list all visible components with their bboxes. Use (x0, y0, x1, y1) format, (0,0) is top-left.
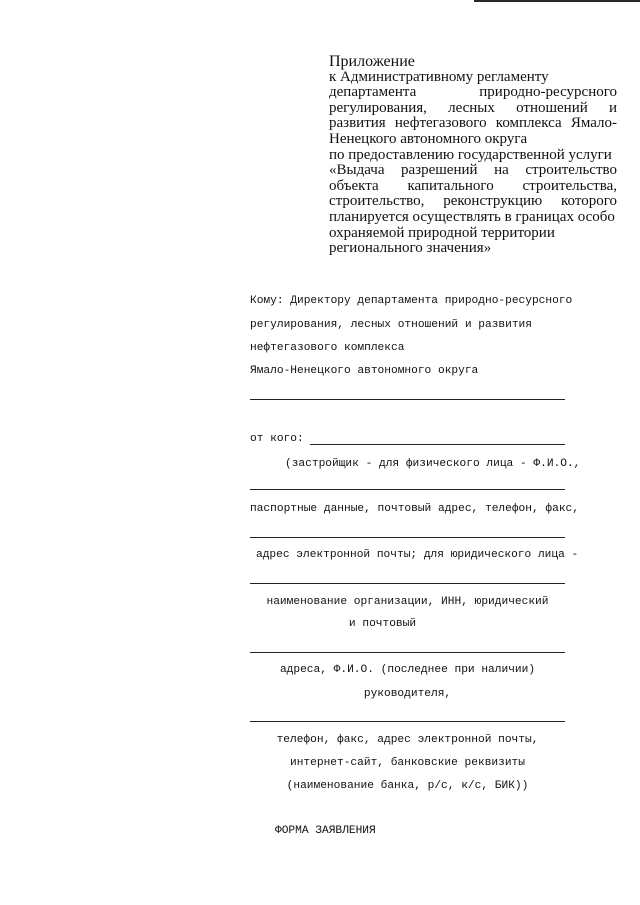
appendix-line: департамента природно-ресурсного (329, 84, 617, 101)
appendix-header (329, 54, 617, 257)
sender-fill-line (250, 583, 565, 584)
top-edge-rule (474, 0, 640, 2)
recipient-line: Кому: Директору департамента природно-ресурсного (250, 295, 573, 307)
sender-hint: (наименование банка, р/с, к/с, БИК)) (286, 780, 529, 792)
sender-fill-line (250, 489, 565, 490)
sender-hint: адреса, Ф.И.О. (последнее при наличии) (279, 664, 536, 676)
appendix-line: развития нефтегазового комплекса Ямало- (329, 115, 617, 132)
form-title: ФОРМА ЗАЯВЛЕНИЯ (275, 825, 376, 837)
sender-fill-line (250, 721, 565, 722)
sender-hint: и почтовый (348, 618, 417, 630)
appendix-line: регулирования, лесных отношений и (329, 99, 617, 116)
sender-fill-line (250, 652, 565, 653)
recipient-line: Ямало-Ненецкого автономного округа (250, 365, 479, 377)
appendix-line: охраняемой природной территории (329, 224, 555, 241)
appendix-line: к Административному регламенту (329, 68, 549, 85)
appendix-line: Ненецкого автономного округа (329, 130, 528, 147)
appendix-title: Приложение (329, 53, 415, 70)
appendix-line: строительство, реконструкцию которого (329, 193, 617, 210)
appendix-line: объекта капитального строительства, (329, 177, 617, 194)
sender-hint: руководителя, (363, 688, 452, 700)
sender-hint: наименование организации, ИНН, юридический (266, 596, 549, 608)
sender-hint: телефон, факс, адрес электронной почты, (276, 734, 539, 746)
recipient-line: нефтегазового комплекса (250, 342, 405, 354)
sender-hint: адрес электронной почты; для юридического лица - (256, 549, 579, 561)
sender-hint: (застройщик - для физического лица - Ф.И.О., (285, 458, 581, 470)
appendix-line: «Выдача разрешений на строительство (329, 162, 617, 179)
recipient-line: регулирования, лесных отношений и развития (250, 319, 532, 331)
sender-fill-line (250, 537, 565, 538)
sender-hint: паспортные данные, почтовый адрес, телефон, факс, (250, 503, 579, 515)
sender-hint: интернет-сайт, банковские реквизиты (290, 757, 525, 769)
sender-label: от кого: (250, 433, 304, 445)
appendix-line: планируется осуществлять в границах особо (329, 208, 615, 225)
sender-fill-line (310, 444, 565, 445)
appendix-line: по предоставлению государственной услуги (329, 146, 612, 163)
recipient-fill-line (250, 399, 565, 400)
appendix-line: регионального значения» (329, 240, 492, 257)
